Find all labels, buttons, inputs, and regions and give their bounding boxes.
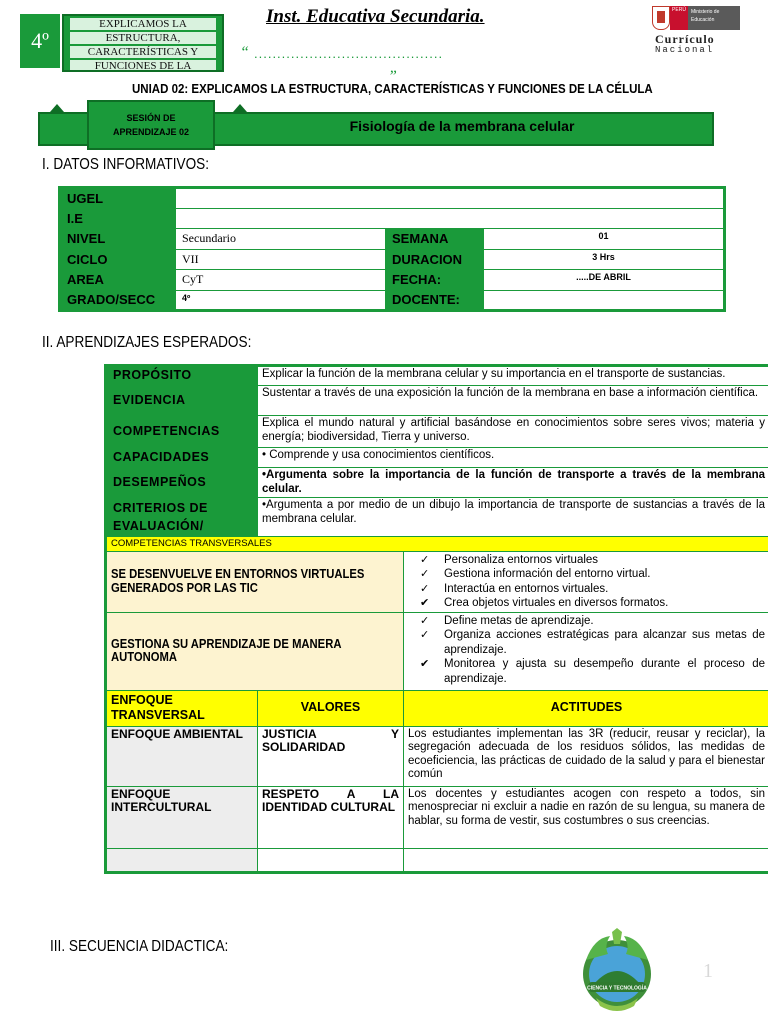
table-row — [106, 366, 768, 386]
enfoque-name: ENFOQUE INTERCULTURAL — [106, 786, 258, 848]
datos-value: 4º — [176, 290, 386, 311]
datos-value: 3 Hrs — [484, 249, 725, 270]
datos-value — [176, 208, 725, 229]
unit-title-line: CARACTERÍSTICAS Y — [70, 46, 216, 58]
list-item: ✓ Organiza acciones estratégicas para alcanzar sus metas de aprendizaje. — [408, 628, 765, 657]
table-row — [60, 270, 725, 291]
transversal-competence-items — [404, 612, 768, 690]
enfoque-actitud — [404, 848, 768, 872]
datos-label: UGEL — [60, 188, 176, 209]
table-row — [106, 468, 768, 498]
unit-title-box — [62, 14, 224, 72]
datos-value — [484, 290, 725, 311]
list-item: ✔ Monitorea y ajusta su desempeño durante el proceso de aprendizaje. — [408, 657, 765, 686]
session-tag — [87, 100, 215, 150]
enfoque-actitud: Los estudiantes implementan las 3R (reducir, reusar y reciclar), la segregación adecuada de los residuos sólidos, las medidas de ecoeficiencia, las prácticas de cuidado de la salud y para el bienestar común — [404, 726, 768, 786]
list-item: ✓ Gestiona información del entorno virtual. — [408, 567, 765, 582]
table-row — [106, 612, 768, 690]
peru-label: PERÚ — [670, 6, 688, 30]
section-heading-datos: I. DATOS INFORMATIVOS: — [42, 156, 209, 173]
quote-close: ” — [388, 68, 397, 85]
grade-label: 4º — [31, 28, 49, 53]
enfoque-valor — [258, 848, 404, 872]
page-number: 1 — [703, 960, 713, 982]
list-item: ✓ Define metas de aprendizaje. — [408, 614, 765, 629]
datos-label: FECHA: — [386, 270, 484, 291]
row-text: Explicar la función de la membrana celular y su importancia en el transporte de sustancias. — [258, 366, 768, 386]
competencias-transversales-header: COMPETENCIAS TRANSVERSALES — [106, 537, 768, 552]
transversal-competence-items — [404, 551, 768, 612]
transversal-competence-label — [106, 612, 404, 690]
enfoque-valor: RESPETO A LA IDENTIDAD CULTURAL — [258, 786, 404, 848]
datos-value: 01 — [484, 229, 725, 250]
row-text: Sustentar a través de una exposición la función de la membrana en base a información científica. — [258, 386, 768, 416]
triangle-decoration — [233, 104, 247, 112]
table-row — [60, 290, 725, 311]
table-row — [106, 448, 768, 468]
section-heading-secuencia: III. SECUENCIA DIDACTICA: — [50, 938, 229, 955]
table-row — [60, 188, 725, 209]
unit-title-line: EXPLICAMOS LA — [70, 18, 216, 30]
ministry-logo — [652, 6, 740, 30]
list-item: ✓ Personaliza entornos virtuales — [408, 553, 765, 568]
row-label: DESEMPEÑOS — [106, 468, 258, 498]
unit-title-line: ESTRUCTURA, — [70, 32, 216, 44]
transversal-competence-label — [106, 551, 404, 612]
row-label: PROPÓSITO — [106, 366, 258, 386]
datos-value: CyT — [176, 270, 386, 291]
datos-label: CICLO — [60, 249, 176, 270]
datos-label: GRADO/SECC — [60, 290, 176, 311]
session-title: Fisiología de la membrana celular — [349, 118, 575, 134]
aprendizajes-table — [104, 364, 768, 874]
list-item: ✓ Interactúa en entornos virtuales. — [408, 582, 765, 597]
tic-label: SE DESENVUELVE EN ENTORNOS VIRTUALES GENERADOS POR LAS TIC — [111, 567, 365, 595]
datos-label: DOCENTE: — [386, 290, 484, 311]
table-row — [106, 386, 768, 416]
datos-label: NIVEL — [60, 229, 176, 250]
enfoque-name: ENFOQUE AMBIENTAL — [106, 726, 258, 786]
valores-header: VALORES — [258, 690, 404, 726]
table-row — [106, 690, 768, 726]
table-row — [106, 726, 768, 786]
motto-placeholder: ......................................... — [254, 46, 444, 61]
datos-value: Secundario — [176, 229, 386, 250]
row-text: •Argumenta a por medio de un dibujo la importancia de transporte de sustancias a través de la membrana celular. — [258, 498, 768, 537]
actitudes-header: ACTITUDES — [404, 690, 768, 726]
row-text: •Argumenta sobre la importancia de la función de transporte a través de la membrana celular. — [258, 468, 768, 498]
shield-icon — [652, 6, 670, 30]
curriculo-label: Currículo — [655, 32, 715, 46]
datos-value: .....DE ABRIL — [484, 270, 725, 291]
unit-title-line: FUNCIONES DE LA — [70, 60, 216, 72]
row-label: CAPACIDADES — [106, 448, 258, 468]
table-row — [106, 551, 768, 612]
enfoque-valor: JUSTICIA Y SOLIDARIDAD — [258, 726, 404, 786]
ministry-name: Ministerio de Educación — [688, 6, 740, 30]
table-row — [106, 498, 768, 537]
datos-table — [58, 186, 726, 312]
row-label: EVIDENCIA — [106, 386, 258, 416]
datos-label: DURACION — [386, 249, 484, 270]
table-row — [106, 848, 768, 872]
table-row — [60, 229, 725, 250]
datos-value: VII — [176, 249, 386, 270]
session-tag-line: APRENDIZAJE 02 — [112, 127, 190, 137]
session-tag-line: SESIÓN DE — [126, 113, 176, 123]
row-text: • Comprende y usa conocimientos científicos. — [258, 448, 768, 468]
row-label: COMPETENCIAS — [106, 416, 258, 448]
quote-open: “ — [240, 44, 249, 61]
gestiona-label: GESTIONA SU APRENDIZAJE DE MANERA AUTONOMA — [111, 636, 342, 664]
grade-box — [20, 14, 60, 68]
datos-value — [176, 188, 725, 209]
enfoque-header: ENFOQUE TRANSVERSAL — [106, 690, 258, 726]
datos-label: I.E — [60, 208, 176, 229]
enfoque-name — [106, 848, 258, 872]
table-row — [60, 208, 725, 229]
table-row — [106, 537, 768, 552]
datos-label: AREA — [60, 270, 176, 291]
science-logo-icon — [574, 928, 660, 1014]
row-text: Explica el mundo natural y artificial basándose en conocimientos sobre seres vivos; materia y energía; biodiversidad, Tierra y universo. — [258, 416, 768, 448]
enfoque-actitud: Los docentes y estudiantes acogen con respeto a todos, sin menospreciar ni excluir a nadie en razón de su lengua, su manera de hablar, su forma de vestir, sus costumbres o sus creencias. — [404, 786, 768, 848]
unit-heading: UNIAD 02: EXPLICAMOS LA ESTRUCTURA, CARACTERÍSTICAS Y FUNCIONES DE LA CÉLULA — [132, 82, 653, 96]
table-row — [106, 416, 768, 448]
list-item: ✔ Crea objetos virtuales en diversos formatos. — [408, 596, 765, 611]
table-row — [60, 249, 725, 270]
triangle-decoration — [50, 104, 64, 112]
nacional-label: Nacional — [655, 45, 715, 55]
logo-text: CIENCIA Y TECNOLOGÍA — [587, 985, 647, 992]
datos-label: SEMANA — [386, 229, 484, 250]
table-row — [106, 786, 768, 848]
institution-name: Inst. Educativa Secundaria. — [266, 6, 485, 27]
section-heading-aprendizajes: II. APRENDIZAJES ESPERADOS: — [42, 334, 252, 351]
row-label: CRITERIOS DE EVALUACIÓN/ — [106, 498, 258, 537]
